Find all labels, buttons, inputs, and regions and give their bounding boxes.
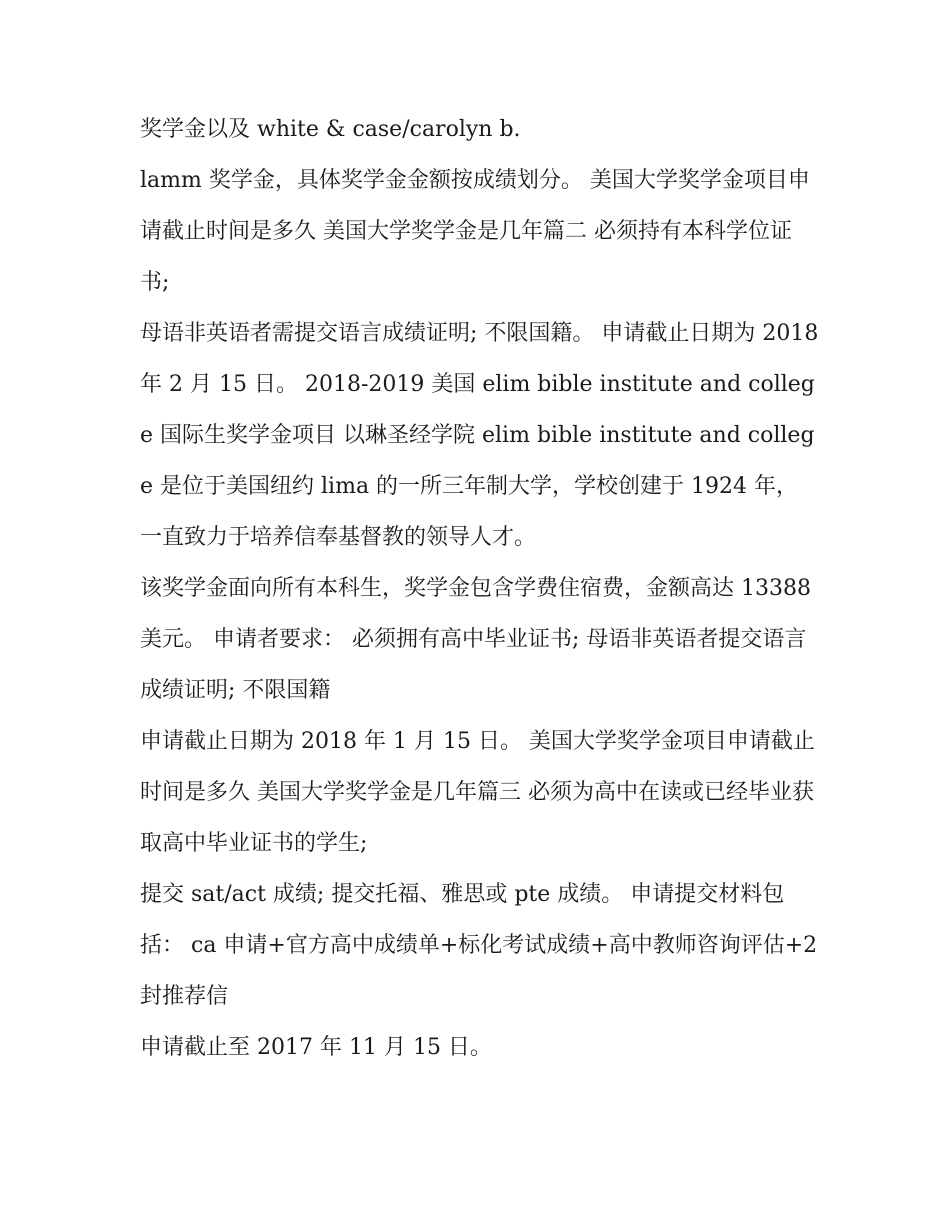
paragraph-4: 该奖学金面向所有本科生，奖学金包含学费住宿费，金额高达 13388 美元。 申请者要求： 必须拥有高中毕业证书; 母语非英语者提交语言成绩证明; 不限国籍	[140, 576, 811, 703]
paragraph-3: 母语非英语者需提交语言成绩证明; 不限国籍。 申请截止日期为 2018 年 2 月 15 日。 2018-2019 美国 elim bible institute and college 国际生奖学金项目 以琳圣经学院 elim bible institute and college 是位于美国纽约 lima 的一所三年制大学，学校创建于 1924 年，一直致力于培养信奉基督教的领导人才。	[140, 321, 819, 550]
paragraph-5: 申请截止日期为 2018 年 1 月 15 日。 美国大学奖学金项目申请截止时间是多久 美国大学奖学金是几年篇三 必须为高中在读或已经毕业获取高中毕业证书的学生;	[140, 729, 815, 856]
paragraph-7: 申请截止至 2017 年 11 月 15 日。	[140, 1035, 492, 1060]
paragraph-2: lamm 奖学金，具体奖学金金额按成绩划分。 美国大学奖学金项目申请截止时间是多久 美国大学奖学金是几年篇二 必须持有本科学位证书;	[140, 168, 810, 295]
paragraph-1: 奖学金以及 white & case/carolyn b.	[140, 117, 521, 142]
paragraph-6: 提交 sat/act 成绩; 提交托福、雅思或 pte 成绩。 申请提交材料包括： ca 申请+官方高中成绩单+标化考试成绩+高中教师咨询评估+2 封推荐信	[140, 882, 818, 1009]
document-body	[140, 104, 820, 1073]
